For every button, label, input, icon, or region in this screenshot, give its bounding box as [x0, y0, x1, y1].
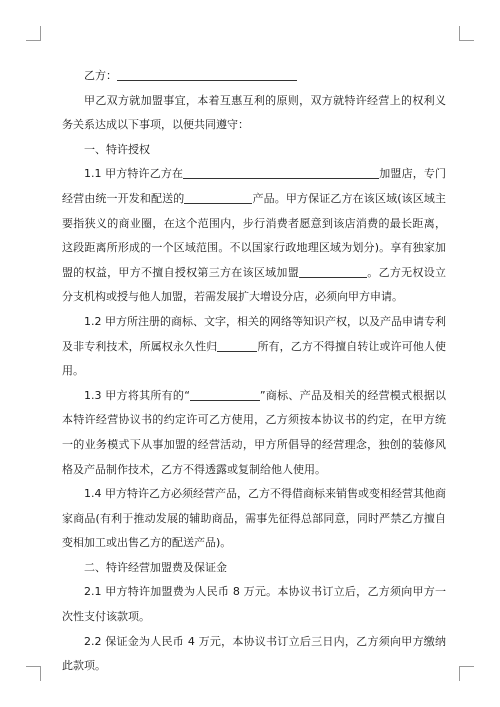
party-b-line: [62, 64, 446, 89]
clause-1-3-trademark-blank: [190, 386, 260, 401]
crop-mark-top-left: [26, 26, 41, 41]
clause-1-2-owner-blank: [217, 337, 257, 352]
clause-2-1: 2.1 甲方特许加盟费为人民币 8 万元。本协议书订立后，乙方须向甲方一次性支付该款项。: [62, 585, 446, 624]
clause-2-2: 2.2 保证金为人民币 4 万元，本协议书订立后三日内，乙方须向甲方缴纳此款项。: [62, 634, 446, 673]
clause-1-1: 1.1 甲方特许乙方在 加盟店，专门经营由统一开发和配送的 产品。甲方保证乙方在该区域(该区域主要指狭义的商业圈，在这个范围内，步行消费者愿意到该店消费的最长距离，这段距离所形成的一个区域范围。不以国家行政地理区域为划分)。享有独家加盟的权益，甲方不擅自授权第三方在该区域加盟 。乙方无权设立分支机构或授与他人加盟，若需发展扩大增设分店，必须向甲方申请。: [62, 162, 446, 310]
intro-paragraph: 甲乙双方就加盟事宜，本着互惠互利的原则，双方就特许经营上的权利义务关系达成以下事项，以便共同遵守：: [62, 93, 446, 132]
clause-1-2: 1.2 甲方所注册的商标、文字，相关的网络等知识产权，以及产品申请专利及非专利技术，所属权永久性归 所有，乙方不得擅自转让或许可他人使用。: [62, 314, 447, 378]
clause-1-3: 1.3 甲方将其所有的“ ”商标、产品及相关的经营模式根据以本特许经营协议书的约定许可乙方使用，乙方须按本协议书的约定，在甲方统一的业务模式下从事加盟的经营活动，甲方所倡导的经营理念，独创的装修风格及产品制作技术，乙方不得透露或复制给他人使用。: [62, 384, 446, 482]
clause-1-1-region-blank: [299, 263, 367, 278]
crop-mark-bottom-right: [459, 666, 474, 681]
party-b-label: 乙方：: [84, 69, 117, 82]
crop-mark-bottom-left: [26, 666, 41, 681]
clause-1-1-product-blank: [184, 189, 252, 204]
crop-mark-top-right: [459, 26, 474, 41]
clause-1-4: 1.4 甲方特许乙方必须经营产品，乙方不得借商标来销售或变相经营其他商家商品(有利于推动发展的辅助商品，需事先征得总部同意，同时严禁乙方擅自变相加工或出售乙方的配送产品)。: [62, 487, 446, 550]
section-2-title: 二、特许经营加盟费及保证金: [84, 560, 227, 574]
document-body: [62, 64, 446, 679]
party-b-blank: [117, 66, 297, 81]
clause-1-1-location-blank: [183, 164, 379, 179]
section-1-title: 一、特许授权: [84, 142, 150, 156]
